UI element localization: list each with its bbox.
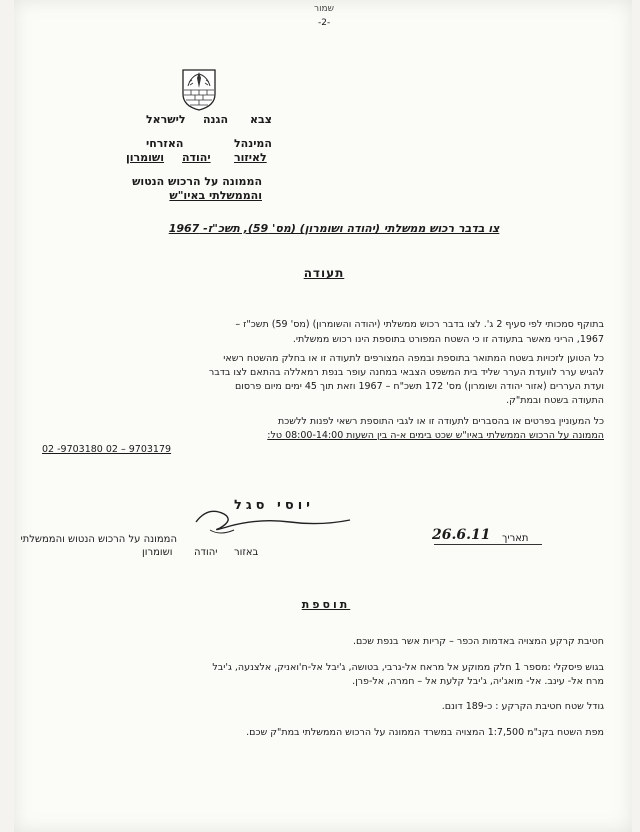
paragraph-3-line-2: הממונה על הרכוש הממשלתי באיו"ש שכט בימים א-ה בין השעות 08:00-14:00 טל: [267, 430, 604, 441]
document-page [14, 0, 632, 832]
order-title: צו בדבר רכוש ממשלתי (יהודה ושומרון) (מס' 59), תשכ"ז- 1967 [168, 222, 500, 235]
org-word-2: הגנה [203, 113, 229, 126]
idf-emblem-icon [179, 66, 219, 112]
signatory-name: יוסי סגל [234, 498, 314, 513]
page-number: -2- [318, 18, 331, 28]
region-word-2: יהודה [182, 151, 211, 164]
paragraph-2-line-4: התעודה בשטח ובמת"ק. [506, 395, 604, 406]
paragraph-1-line-2: 1967, הריני מאשר בתעודה זו כי השטח המפורט בתוספת הינו רכוש ממשלתי. [292, 334, 604, 345]
date-underline [434, 544, 542, 545]
date-value: 26.6.11 [432, 527, 491, 543]
region-word-3: ושומרון [126, 151, 165, 164]
annex-title: תוספת [301, 598, 351, 611]
paragraph-2-line-3: ועדת העררים (אזור יהודה ושומרון) מס' 172 תשכ"ח – 1967 וזאת תוך 45 ימים מיום פרסום [234, 381, 604, 392]
admin-word-2: האזרחי [146, 137, 184, 150]
annex-parcel-line: חטיבת קרקע המצויה באדמות הכפר – קריות אשר בנפת שכם. [352, 636, 604, 647]
region-word-1: לאיזור [234, 151, 267, 164]
signatory-title: הממונה על הרכוש הנטוש והממשלתי [20, 534, 177, 545]
admin-word-1: המינהל [234, 137, 272, 150]
paragraph-3-line-1: כל המעוניין בפרטים או בהסברים לתעודה זו או לגבי התוספת רשאי לפנות ללשכת [278, 416, 604, 427]
annex-area-line: גודל שטח חטיבת הקרקע : כ-189 דונם. [441, 701, 604, 712]
handwritten-signature-icon [190, 500, 360, 540]
annex-map-line: מפת השטח בקנ"מ 1:7,500 המצויה במשרד הממונה על הרכוש הממשלתי במת"ק שכם. [246, 727, 604, 738]
paragraph-1-line-1: בתוקף סמכותי לפי סעיף 2 ג'. לצו בדבר רכוש ממשלתי (יהודה והשומרון) (מס' 59) תשכ"ז – [235, 319, 604, 330]
custodian-line-1: הממונה על הרכוש הנטוש [132, 175, 262, 188]
custodian-line-2: והממשלתי באיו"ש [169, 189, 262, 202]
classification-stamp: שמור [314, 4, 335, 14]
paragraph-3-line-3: 02 -9703180 02 – 9703179 [42, 444, 172, 455]
annex-location-line-1: בגוש פיסקלי :מספר 1 חלק ממוקע אל מראח אל-גרבי, בטושה, ג'יבל אל-ח'ואניק, אלצנעה, ג'יבל [212, 662, 604, 673]
annex-location-line-2: מרח אל- עינב. אל- מואג'יה, ג'יבל קלעת אל – חמרה, אל-פרן. [352, 676, 604, 687]
paragraph-2-line-1: כל הטוען לזכויות בשטח המתואר בתוספת ובמפה המצורפים לתעודה זו או בחלק מהשטח רשאי [223, 353, 604, 364]
org-word-3: לישראל [146, 113, 186, 126]
paragraph-2-line-2: להגיש ערר לוועדת הערר שליד בית המשפט הצבאי במחנה עופר בנפת רמאללה בהתאם לצו בדבר [208, 367, 604, 378]
signatory-region-word-2: יהודה [194, 547, 218, 558]
certificate-title: תעודה [303, 266, 345, 280]
signatory-region-word-3: ושומרון [142, 547, 173, 558]
signatory-region-word-1: באזור [234, 547, 259, 558]
org-word-1: צבא [250, 113, 272, 126]
date-label: תאריך [502, 533, 529, 544]
